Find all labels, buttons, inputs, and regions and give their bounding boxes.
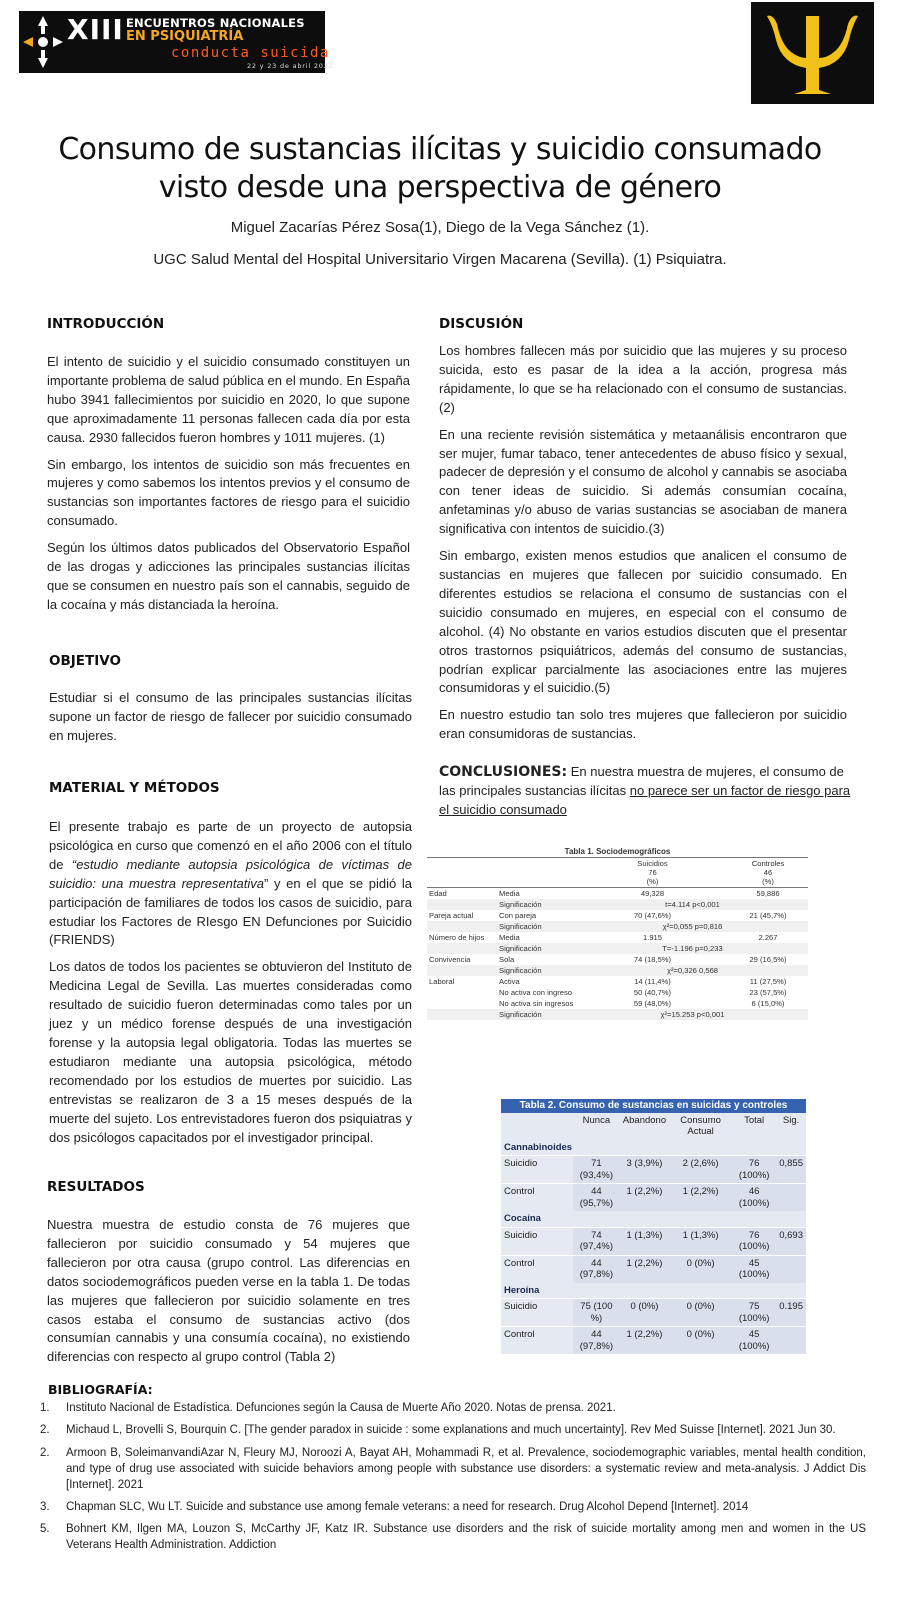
cell-sig: 0.195 (776, 1299, 806, 1327)
cell: 71 (93,4%) (573, 1156, 620, 1184)
row-label: Suicidio (501, 1299, 573, 1327)
table-row (501, 1184, 806, 1212)
group-cocaina: Cocaína (504, 1213, 541, 1224)
bib-number: 1. (40, 1402, 50, 1414)
row-label: Pareja actual (429, 911, 474, 920)
table-consumo-sustancias (501, 1099, 806, 1354)
bib-text: Armoon B, SoleimanvandiAzar N, Fleury MJ, Noroozi A, Bayat AH, Mohammadi R, et al. Prevalence, sociodemographic variables, mental health condition, and type of drug use associated with suicide behaviors among people with substance use disorders: a systematic review and meta-analysis. J Addict Dis [Internet]. 2021 (66, 1447, 866, 1491)
congress-logo (19, 11, 334, 73)
row-sublabel: Significación (497, 943, 577, 954)
cell-controles: 11 (27,5%) (749, 977, 787, 986)
header-sig: Sig. (782, 1114, 800, 1126)
poster-title (40, 131, 840, 207)
cell-suicidios: 14 (11,4%) (634, 977, 671, 986)
congress-dates: 22 y 23 de abril 2022 (247, 62, 334, 70)
bib-text: Bohnert KM, Ilgen MA, Louzon S, McCarthy JF, Katz IR. Substance use disorders and the risk of suicide mortality among men and women in the US Veterans Health Administration. Addiction (66, 1523, 866, 1551)
congress-line2: EN PSIQUIATRÍA (126, 29, 244, 44)
table-row (427, 888, 808, 900)
bib-number: 5. (40, 1523, 50, 1535)
row-sublabel: Media (499, 889, 520, 898)
cell: 46 (100%) (732, 1184, 776, 1212)
cell-significance: t=4.114 p<0,001 (577, 899, 808, 910)
conclusiones-section (439, 763, 859, 820)
discusion-paragraph-4: En nuestro estudio tan solo tres mujeres que fallecieron por suicidio eran consumidoras de sustancias. (439, 707, 847, 742)
resultados-paragraph: Nuestra muestra de estudio consta de 76 mujeres que fallecieron por suicidio consumado y 54 mujeres que fallecieron por otra causa (grupo control. Las diferencias en datos sociodemográficos pueden verse en la tabla 1. De todas las mujeres que fallecieron por suicidio solamente en tres casos estaba el consumo de sustancias activo (dos consumían cannabis y una consumía cocaína), no existiendo diferencias con respecto al grupo control (Tabla 2) (47, 1217, 410, 1365)
metodos-p1-title: “estudio mediante autopsia psicológica de víctimas de suicidio: una muestra representativa (49, 856, 412, 891)
col-controles-label: Controles (751, 859, 785, 868)
row-label: Control (501, 1327, 573, 1355)
cell-significance: χ²=0,326 0,568 (577, 965, 808, 976)
bib-number: 2. (40, 1447, 50, 1459)
cell: 1 (2,2%) (620, 1184, 669, 1212)
bib-number: 2. (40, 1424, 50, 1436)
group-cannabinoides: Cannabinoides (504, 1141, 573, 1153)
congress-line1: ENCUENTROS NACIONALES (126, 16, 305, 30)
cell: 44 (97,8%) (573, 1327, 620, 1355)
conclusiones-underlined: no parece ser un factor de riesgo para el suicidio consumado (439, 782, 851, 817)
table-row (427, 954, 808, 965)
col-suicidios-n: 76 (648, 868, 657, 877)
col-controles-n: 46 (763, 868, 773, 877)
cell: 3 (3,9%) (620, 1156, 669, 1184)
intro-paragraph-2: Sin embargo, los intentos de suicidio son más frecuentes en mujeres y como sabemos los intentos previos y el consumo de sustancias son importantes factores de riesgo para el suicidio consumado. (47, 456, 410, 529)
row-label: Suicidio (501, 1227, 573, 1255)
cell: 0 (0%) (669, 1327, 732, 1355)
cell: 1 (1,3%) (620, 1227, 669, 1255)
table1-col-suicidios (577, 858, 728, 888)
cell-suicidios: 1.915 (642, 933, 662, 942)
cell: 1 (1,3%) (669, 1227, 732, 1255)
cell-controles: 59,886 (756, 889, 780, 898)
cell: 75 (100%) (732, 1299, 776, 1327)
cell-significance: T=-1.196 p=0,233 (577, 943, 808, 954)
table-sociodemograficos (427, 846, 808, 1020)
title-line-2: visto desde una perspectiva de género (158, 170, 722, 205)
cell-controles: 2.267 (758, 933, 778, 942)
metodos-heading: MATERIAL Y MÉTODOS (49, 780, 220, 796)
cell: 45 (100%) (732, 1327, 776, 1355)
cell-significance: χ²=0,055 p=0,816 (577, 921, 808, 932)
table1-col-controles (728, 858, 808, 888)
objetivo-heading: OBJETIVO (49, 653, 121, 669)
row-label: Control (501, 1184, 573, 1212)
header-total: Total (744, 1114, 765, 1126)
congress-number: XIII (67, 13, 124, 46)
col-suicidios-pct: (%) (646, 877, 659, 886)
psi-symbol-icon (751, 2, 874, 104)
table-row (427, 965, 808, 976)
table-row (501, 1156, 806, 1184)
table2-header-row (501, 1113, 806, 1140)
cell-controles: 6 (15,0%) (751, 999, 785, 1008)
bib-item (40, 1400, 866, 1416)
header-consumo-actual: Consumo Actual (680, 1114, 721, 1137)
row-sublabel: Significación (497, 921, 577, 932)
row-sublabel: Con pareja (499, 911, 537, 920)
table-row (427, 932, 808, 943)
congress-line3: conducta suicida (171, 45, 330, 61)
cell: 1 (2,2%) (620, 1327, 669, 1355)
cell-sig: 0,693 (776, 1227, 806, 1255)
bib-item (40, 1422, 866, 1438)
cell-suicidios: 59 (48,0%) (633, 999, 672, 1008)
resultados-section (47, 1216, 410, 1375)
title-line-1: Consumo de sustancias ilícitas y suicidio consumado (58, 132, 822, 167)
table-row (427, 976, 808, 987)
col-suicidios-label: Suicidios (637, 859, 668, 868)
metodos-paragraph-1 (49, 818, 412, 950)
objetivo-paragraph: Estudiar si el consumo de las principales sustancias ilícitas supone un factor de riesgo de fallecer por suicidio consumado en mujeres. (49, 690, 412, 743)
cell: 76 (100%) (732, 1156, 776, 1184)
discusion-heading: DISCUSIÓN (439, 316, 524, 332)
row-label: Suicidio (501, 1156, 573, 1184)
table-row (427, 921, 808, 932)
conclusiones-label: CONCLUSIONES: (439, 764, 568, 780)
bib-text: Instituto Nacional de Estadística. Defunciones según la Causa de Muerte Año 2020. Notas de prensa. 2021. (66, 1402, 616, 1414)
psi-logo (751, 2, 874, 104)
row-sublabel: No activa con ingreso (499, 988, 573, 997)
cell: 1 (2,2%) (669, 1184, 732, 1212)
intro-heading: INTRODUCCIÓN (47, 316, 165, 332)
row-sublabel: Sola (499, 955, 515, 964)
resultados-heading: RESULTADOS (47, 1179, 145, 1195)
row-sublabel: Significación (497, 899, 577, 910)
cell-significance: χ²=15.253 p<0,001 (577, 1009, 808, 1020)
cell: 1 (2,2%) (620, 1255, 669, 1283)
discusion-section (439, 342, 847, 752)
table-row (501, 1299, 806, 1327)
bib-text: Chapman SLC, Wu LT. Suicide and substance use among female veterans: a need for research. Drug Alcohol Depend [Internet]. 2014 (66, 1501, 749, 1513)
bib-item (40, 1445, 866, 1493)
bib-number: 3. (40, 1501, 50, 1513)
table1-title: Tabla 1. Sociodemográficos (427, 846, 808, 858)
cell-suicidios: 74 (18,5%) (633, 955, 672, 964)
cell-suicidios: 49,328 (640, 889, 665, 898)
table-row (501, 1227, 806, 1255)
table-row (501, 1327, 806, 1355)
bib-text: Michaud L, Brovelli S, Bourquin C. [The gender paradox in suicide : some explanations and much uncertainty]. Rev Med Suisse [Internet]. 2021 Jun 30. (66, 1424, 836, 1436)
intro-paragraph-3: Según los últimos datos publicados del Observatorio Español de las drogas y adicciones las principales sustancias ilícitas que se consumen en nuestro país son el cannabis, seguido de la cocaína y más distanciada la heroína. (47, 540, 410, 612)
cell: 0 (0%) (669, 1255, 732, 1283)
row-sublabel: No activa sin ingresos (499, 999, 574, 1008)
cell-controles: 21 (45,7%) (749, 911, 787, 920)
cell-suicidios: 70 (47,6%) (633, 911, 672, 920)
table2-title: Tabla 2. Consumo de sustancias en suicidas y controles (501, 1099, 806, 1113)
affiliation: UGC Salud Mental del Hospital Universitario Virgen Macarena (Sevilla). (1) Psiquiatra. (153, 251, 727, 268)
cell: 0 (0%) (620, 1299, 669, 1327)
cell: 2 (2,6%) (669, 1156, 732, 1184)
metodos-section (49, 818, 412, 1155)
discusion-paragraph-3: Sin embargo, existen menos estudios que analicen el consumo de sustancias en mujeres que fallecen por suicidio consumado. En diferentes estudios se relaciona el consumo de sustancias con el suicidio consumado en mujeres, en especial con el consumo de alcohol. (4) No obstante en varios estudios discuten que el presentar otros trastornos psiquiátricos, además del consumo de sustancias, podrían explicar parcialmente las asociaciones entre las mujeres consumidoras y el suicidio.(5) (439, 548, 847, 696)
bibliografia-heading: BIBLIOGRAFÍA: (48, 1382, 153, 1397)
row-label: Laboral (429, 977, 455, 986)
row-sublabel: Media (499, 933, 520, 942)
table-row (427, 1009, 808, 1020)
table-row (427, 899, 808, 910)
table-row (427, 943, 808, 954)
cell: 45 (100%) (732, 1255, 776, 1283)
cell: 44 (95,7%) (573, 1184, 620, 1212)
conclusiones-text: En nuestra muestra de mujeres, el consumo de las principales sustancias ilícitas (439, 764, 844, 798)
row-label: Control (501, 1255, 573, 1283)
cell-sig: 0,855 (776, 1156, 806, 1184)
intro-paragraph-1: El intento de suicidio y el suicidio consumado constituyen un importante problema de salud pública en el mundo. En España hubo 3941 fallecimientos por suicidio en 2020, lo que supone que aproximadamente 11 personas fallecen cada día por esta causa. 2930 fallecidos fueron hombres y 1011 mujeres. (1) (47, 354, 410, 445)
header-abandono: Abandono (622, 1114, 667, 1126)
cell-suicidios: 50 (40,7%) (633, 988, 672, 997)
arrows-icon (21, 14, 65, 70)
metodos-p1-part-a: El presente trabajo es parte de un proyecto de autopsia psicológica en curso que comenzó en el año 2006 con el título de (49, 819, 412, 872)
cell-controles: 23 (57,5%) (749, 988, 787, 997)
header-nunca: Nunca (582, 1114, 611, 1126)
authors: Miguel Zacarías Pérez Sosa(1), Diego de la Vega Sánchez (1). (230, 219, 650, 236)
table-row (427, 910, 808, 921)
row-sublabel: Significación (497, 1009, 577, 1020)
metodos-paragraph-2: Los datos de todos los pacientes se obtuvieron del Instituto de Medicina Legal de Sevilla. Las muertes consideradas como resultado de suicidio fueron determinadas como tales por un juez y un médico forense después de una investigación forense y la autopsia legal obligatoria. Todas las muertes se estudiaron mediante una autopsia psicológica, método recomendado por los estudios de muertes por suicidio. Las entrevistas se realizaron de 3 a 15 meses después de la muerte del sujeto. Los entrevistadores fueron dos psiquiatras y dos psicólogos capacitados por el investigador principal. (49, 959, 412, 1145)
cell: 74 (97,4%) (573, 1227, 620, 1255)
row-label: Número de hijos (429, 933, 485, 942)
objetivo-section (49, 689, 412, 754)
cell: 44 (97,8%) (573, 1255, 620, 1283)
row-label: Edad (429, 889, 447, 898)
col-controles-pct: (%) (762, 877, 774, 886)
row-label: Convivencia (429, 955, 471, 964)
metodos-p1-part-b: ” y en el que se pidió la participación de familiares de todos los casos de suicidio, para estudiar los Factores de RIesgo EN Defunciones por Suicidio (FRIENDS) (49, 875, 412, 948)
intro-section (47, 353, 410, 623)
cell: 76 (100%) (732, 1227, 776, 1255)
bib-item (40, 1521, 866, 1553)
row-sublabel: Significación (497, 965, 577, 976)
bib-item (40, 1499, 866, 1515)
table-row (501, 1255, 806, 1283)
discusion-paragraph-2: En una reciente revisión sistemática y metaanálisis encontraron que ser mujer, fumar tabaco, tener antecedentes de abuso físico y sexual, padecer de depresión y el consumo de alcohol y cannabis se asociaba con tener ideas de suicidio. Si además consumían cocaína, anfetaminas y/o abuso de varias sustancias se asociaban de manera significativa con intentos de suicidio.(3) (439, 426, 847, 537)
discusion-paragraph-1: Los hombres fallecen más por suicidio que las mujeres y su proceso suicida, esto es pasar de la idea a la acción, progresa más rápidamente, lo que se ha relacionado con el consumo de sustancias. (2) (439, 343, 847, 415)
cell: 75 (100 %) (573, 1299, 620, 1327)
row-sublabel: Activa (499, 977, 520, 986)
cell: 0 (0%) (669, 1299, 732, 1327)
cell-controles: 29 (16,5%) (749, 955, 787, 964)
group-heroina: Heroína (504, 1284, 540, 1296)
